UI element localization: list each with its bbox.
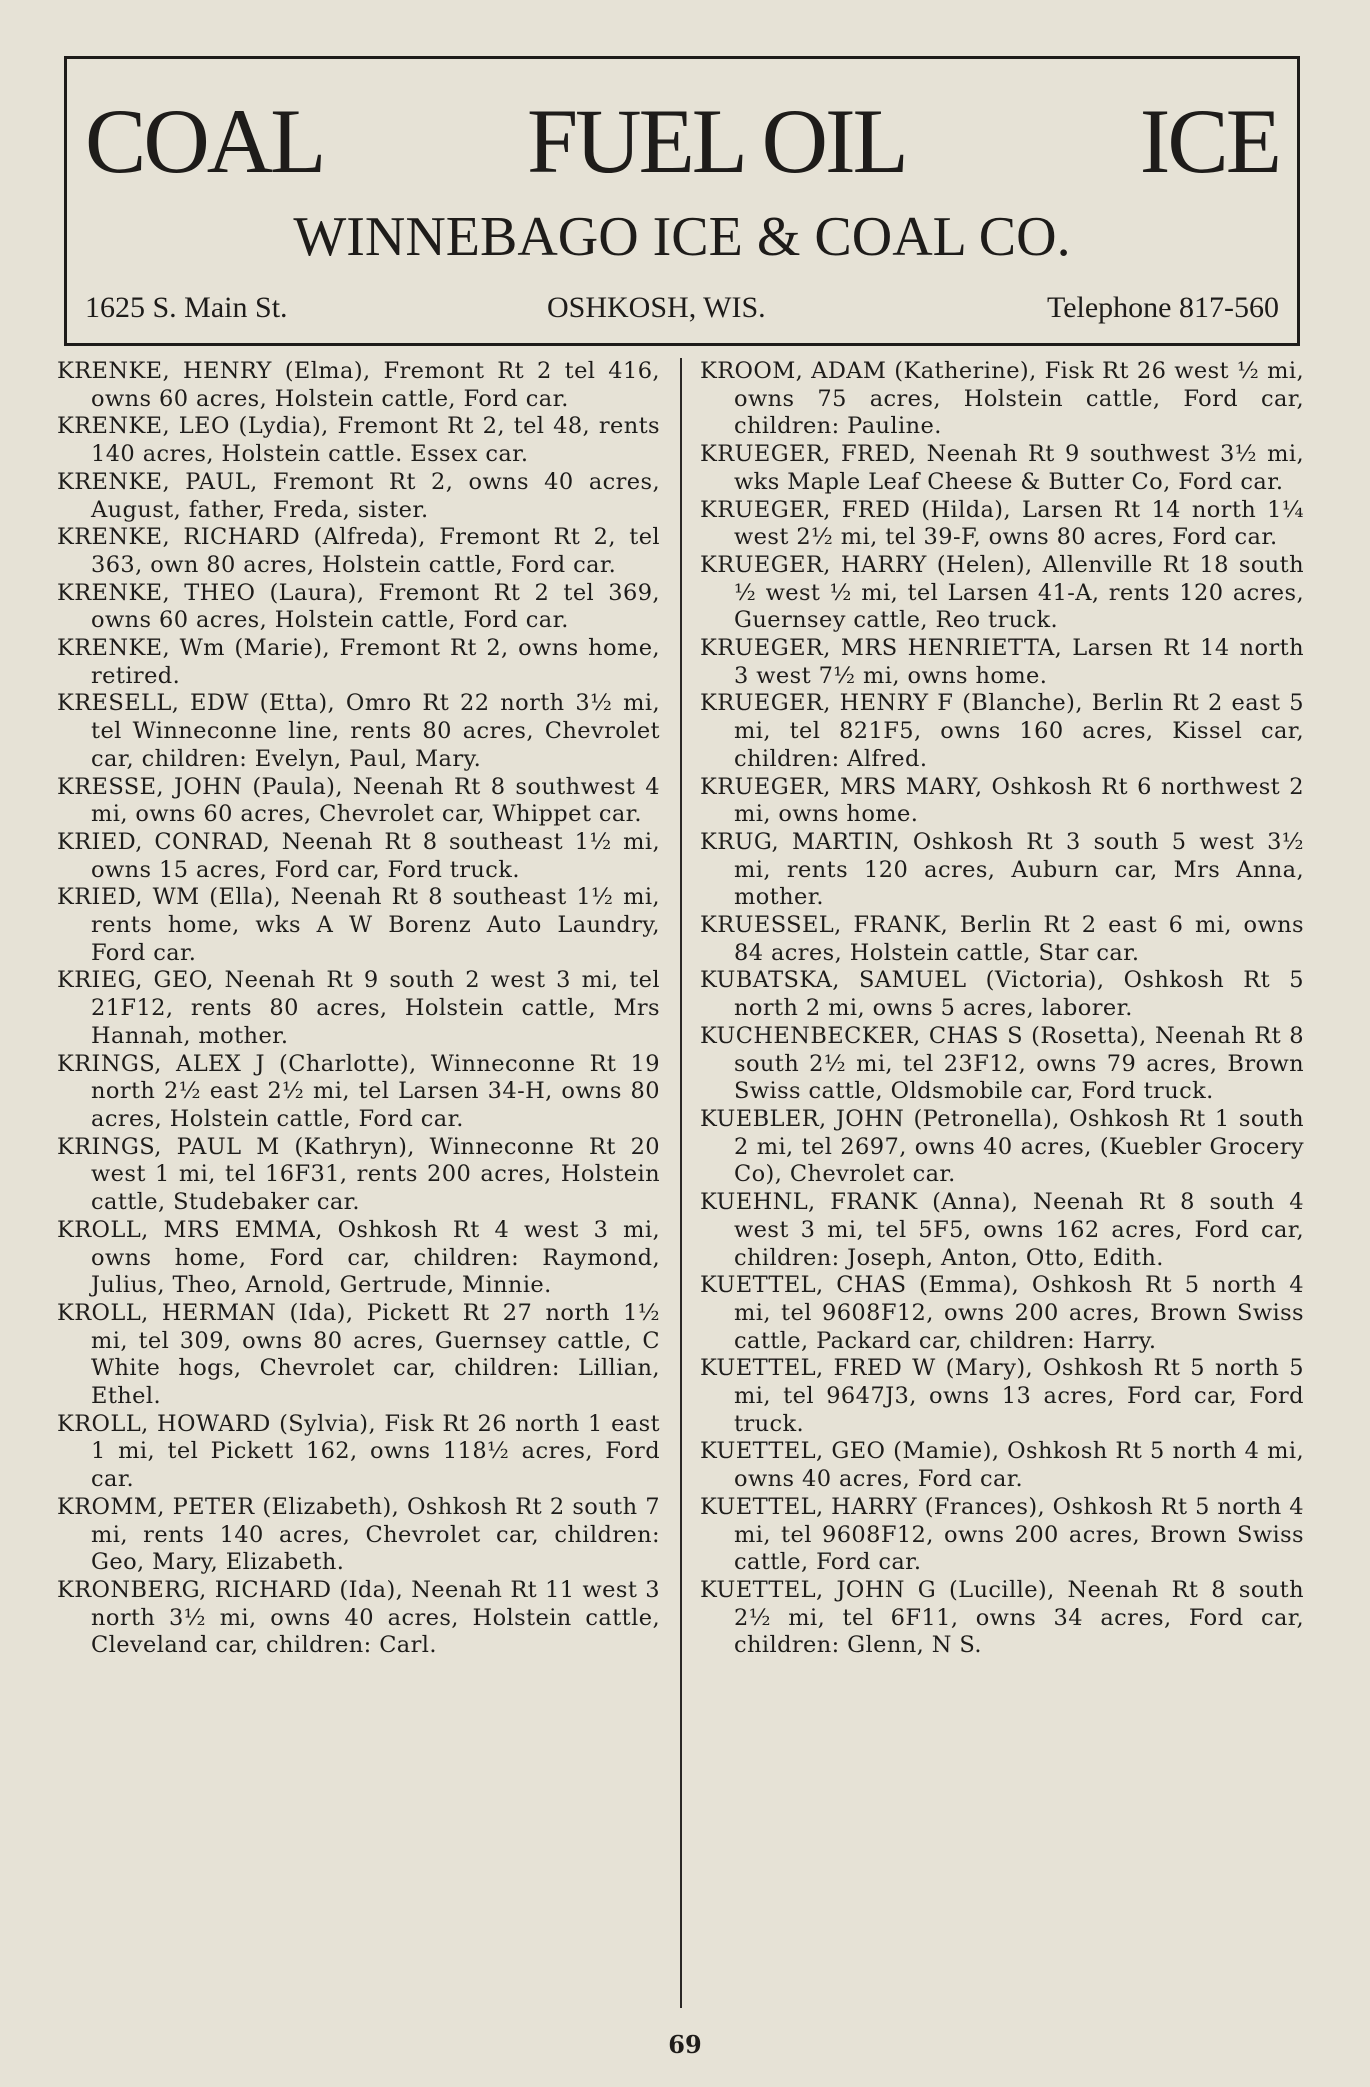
directory-entry: KRUEGER, HENRY F (Blanche), Berlin Rt 2 east 5 mi, tel 821F5, owns 160 acres, Kissel car, children: Alfred. [700,690,1304,772]
ad-company-name: WINNEBAGO ICE & COAL CO. [293,206,1071,268]
directory-entry: KRIEG, GEO, Neenah Rt 9 south 2 west 3 mi, tel 21F12, rents 80 acres, Holstein cattle, Mrs Hannah, mother. [57,967,660,1049]
directory-entry: KUEBLER, JOHN (Petronella), Oshkosh Rt 1 south 2 mi, tel 2697, owns 40 acres, (Kuebler Grocery Co), Chevrolet car. [700,1105,1304,1188]
directory-entry: KRENKE, HENRY (Elma), Fremont Rt 2 tel 416, owns 60 acres, Holstein cattle, Ford car. [57,358,660,412]
directory-entry: KUCHENBECKER, CHAS S (Rosetta), Neenah Rt 8 south 2½ mi, tel 23F12, owns 79 acres, Brown Swiss cattle, Oldsmobile car, Ford truck. [700,1022,1304,1105]
directory-entry: KRENKE, RICHARD (Alfreda), Fremont Rt 2, tel 363, own 80 acres, Holstein cattle, Ford car. [57,524,660,578]
directory-entry: KRIED, CONRAD, Neenah Rt 8 southeast 1½ mi, owns 15 acres, Ford car, Ford truck. [57,828,660,883]
directory-entry: KRUESSEL, FRANK, Berlin Rt 2 east 6 mi, owns 84 acres, Holstein cattle, Star car. [700,912,1304,966]
directory-entry: KUETTEL, CHAS (Emma), Oshkosh Rt 5 north 4 mi, tel 9608F12, owns 200 acres, Brown Swiss cattle, Packard car, children: Harry. [700,1272,1304,1354]
ad-word-ice: ICE [1139,90,1279,192]
page-number: 69 [668,2030,702,2059]
ad-word-fuel-oil: FUEL OIL [527,90,906,192]
directory-entry: KROLL, HERMAN (Ida), Pickett Rt 27 north 1½ mi, tel 309, owns 80 acres, Guernsey cattle, C White hogs, Chevrolet car, children: Lillian, Ethel. [57,1299,660,1410]
directory-entry: KUETTEL, HARRY (Frances), Oshkosh Rt 5 north 4 mi, tel 9608F12, owns 200 acres, Brown Swiss cattle, Ford car. [700,1493,1304,1576]
directory-entry: KUETTEL, JOHN G (Lucille), Neenah Rt 8 south 2½ mi, tel 6F11, owns 34 acres, Ford car, children: Glenn, N S. [700,1576,1304,1659]
directory-entry: KUBATSKA, SAMUEL (Victoria), Oshkosh Rt 5 north 2 mi, owns 5 acres, laborer. [700,967,1304,1022]
advertisement-box [64,56,1300,346]
directory-entry: KUEHNL, FRANK (Anna), Neenah Rt 8 south 4 west 3 mi, tel 5F5, owns 162 acres, Ford car, children: Joseph, Anton, Otto, Edith. [700,1189,1304,1271]
column-divider [680,358,682,2008]
directory-entry: KRENKE, THEO (Laura), Fremont Rt 2 tel 369, owns 60 acres, Holstein cattle, Ford car. [57,579,660,634]
ad-city: OSHKOSH, WIS. [547,291,766,324]
directory-entry: KRIED, WM (Ella), Neenah Rt 8 southeast 1½ mi, rents home, wks A W Borenz Auto Laundry, Ford car. [57,884,660,966]
ad-word-coal: COAL [85,90,324,192]
directory-entry: KRENKE, PAUL, Fremont Rt 2, owns 40 acres, August, father, Freda, sister. [57,468,660,523]
right-column [700,358,1304,1660]
directory-entry: KRENKE, Wm (Marie), Fremont Rt 2, owns home, retired. [57,635,660,689]
directory-entry: KUETTEL, GEO (Mamie), Oshkosh Rt 5 north 4 mi, owns 40 acres, Ford car. [700,1438,1304,1493]
directory-entry: KRINGS, ALEX J (Charlotte), Winneconne Rt 19 north 2½ east 2½ mi, tel Larsen 34-H, owns 80 acres, Holstein cattle, Ford car. [57,1050,660,1132]
directory-entry: KROLL, HOWARD (Sylvia), Fisk Rt 26 north 1 east 1 mi, tel Pickett 162, owns 118½ acres, Ford car. [57,1410,660,1493]
left-column [57,358,660,1660]
directory-entry: KRUEGER, MRS MARY, Oshkosh Rt 6 northwest 2 mi, owns home. [700,773,1304,828]
directory-entry: KRINGS, PAUL M (Kathryn), Winneconne Rt 20 west 1 mi, tel 16F31, rents 200 acres, Holstein cattle, Studebaker car. [57,1133,660,1216]
directory-entry: KRUEGER, MRS HENRIETTA, Larsen Rt 14 north 3 west 7½ mi, owns home. [700,635,1304,689]
directory-entry: KRUEGER, HARRY (Helen), Allenville Rt 18 south ½ west ½ mi, tel Larsen 41-A, rents 120 acres, Guernsey cattle, Reo truck. [700,551,1304,634]
directory-entry: KROLL, MRS EMMA, Oshkosh Rt 4 west 3 mi, owns home, Ford car, children: Raymond, Julius, Theo, Arnold, Gertrude, Minnie. [57,1216,660,1299]
directory-entry: KRENKE, LEO (Lydia), Fremont Rt 2, tel 48, rents 140 acres, Holstein cattle. Essex car. [57,413,660,468]
directory-entry: KRESSE, JOHN (Paula), Neenah Rt 8 southwest 4 mi, owns 60 acres, Chevrolet car, Whippet car. [57,773,660,828]
directory-entry: KRESELL, EDW (Etta), Omro Rt 22 north 3½ mi, tel Winneconne line, rents 80 acres, Chevrolet car, children: Evelyn, Paul, Mary. [57,690,660,772]
ad-headline [67,81,1297,201]
ad-footer [67,283,1297,333]
directory-entry: KRONBERG, RICHARD (Ida), Neenah Rt 11 west 3 north 3½ mi, owns 40 acres, Holstein cattle, Cleveland car, children: Carl. [57,1576,660,1659]
directory-entry: KRUG, MARTIN, Oshkosh Rt 3 south 5 west 3½ mi, rents 120 acres, Auburn car, Mrs Anna, mother. [700,828,1304,911]
directory-entry: KROMM, PETER (Elizabeth), Oshkosh Rt 2 south 7 mi, rents 140 acres, Chevrolet car, children: Geo, Mary, Elizabeth. [57,1493,660,1576]
ad-telephone: Telephone 817-560 [1046,291,1279,324]
directory-entry: KROOM, ADAM (Katherine), Fisk Rt 26 west ½ mi, owns 75 acres, Holstein cattle, Ford car, children: Pauline. [700,358,1304,440]
ad-address: 1625 S. Main St. [85,291,288,324]
directory-entry: KRUEGER, FRED, Neenah Rt 9 southwest 3½ mi, wks Maple Leaf Cheese & Butter Co, Ford car. [700,441,1304,495]
directory-entry: KUETTEL, FRED W (Mary), Oshkosh Rt 5 north 5 mi, tel 9647J3, owns 13 acres, Ford car, Ford truck. [700,1355,1304,1437]
directory-entry: KRUEGER, FRED (Hilda), Larsen Rt 14 north 1¼ west 2½ mi, tel 39-F, owns 80 acres, Ford car. [700,496,1304,551]
